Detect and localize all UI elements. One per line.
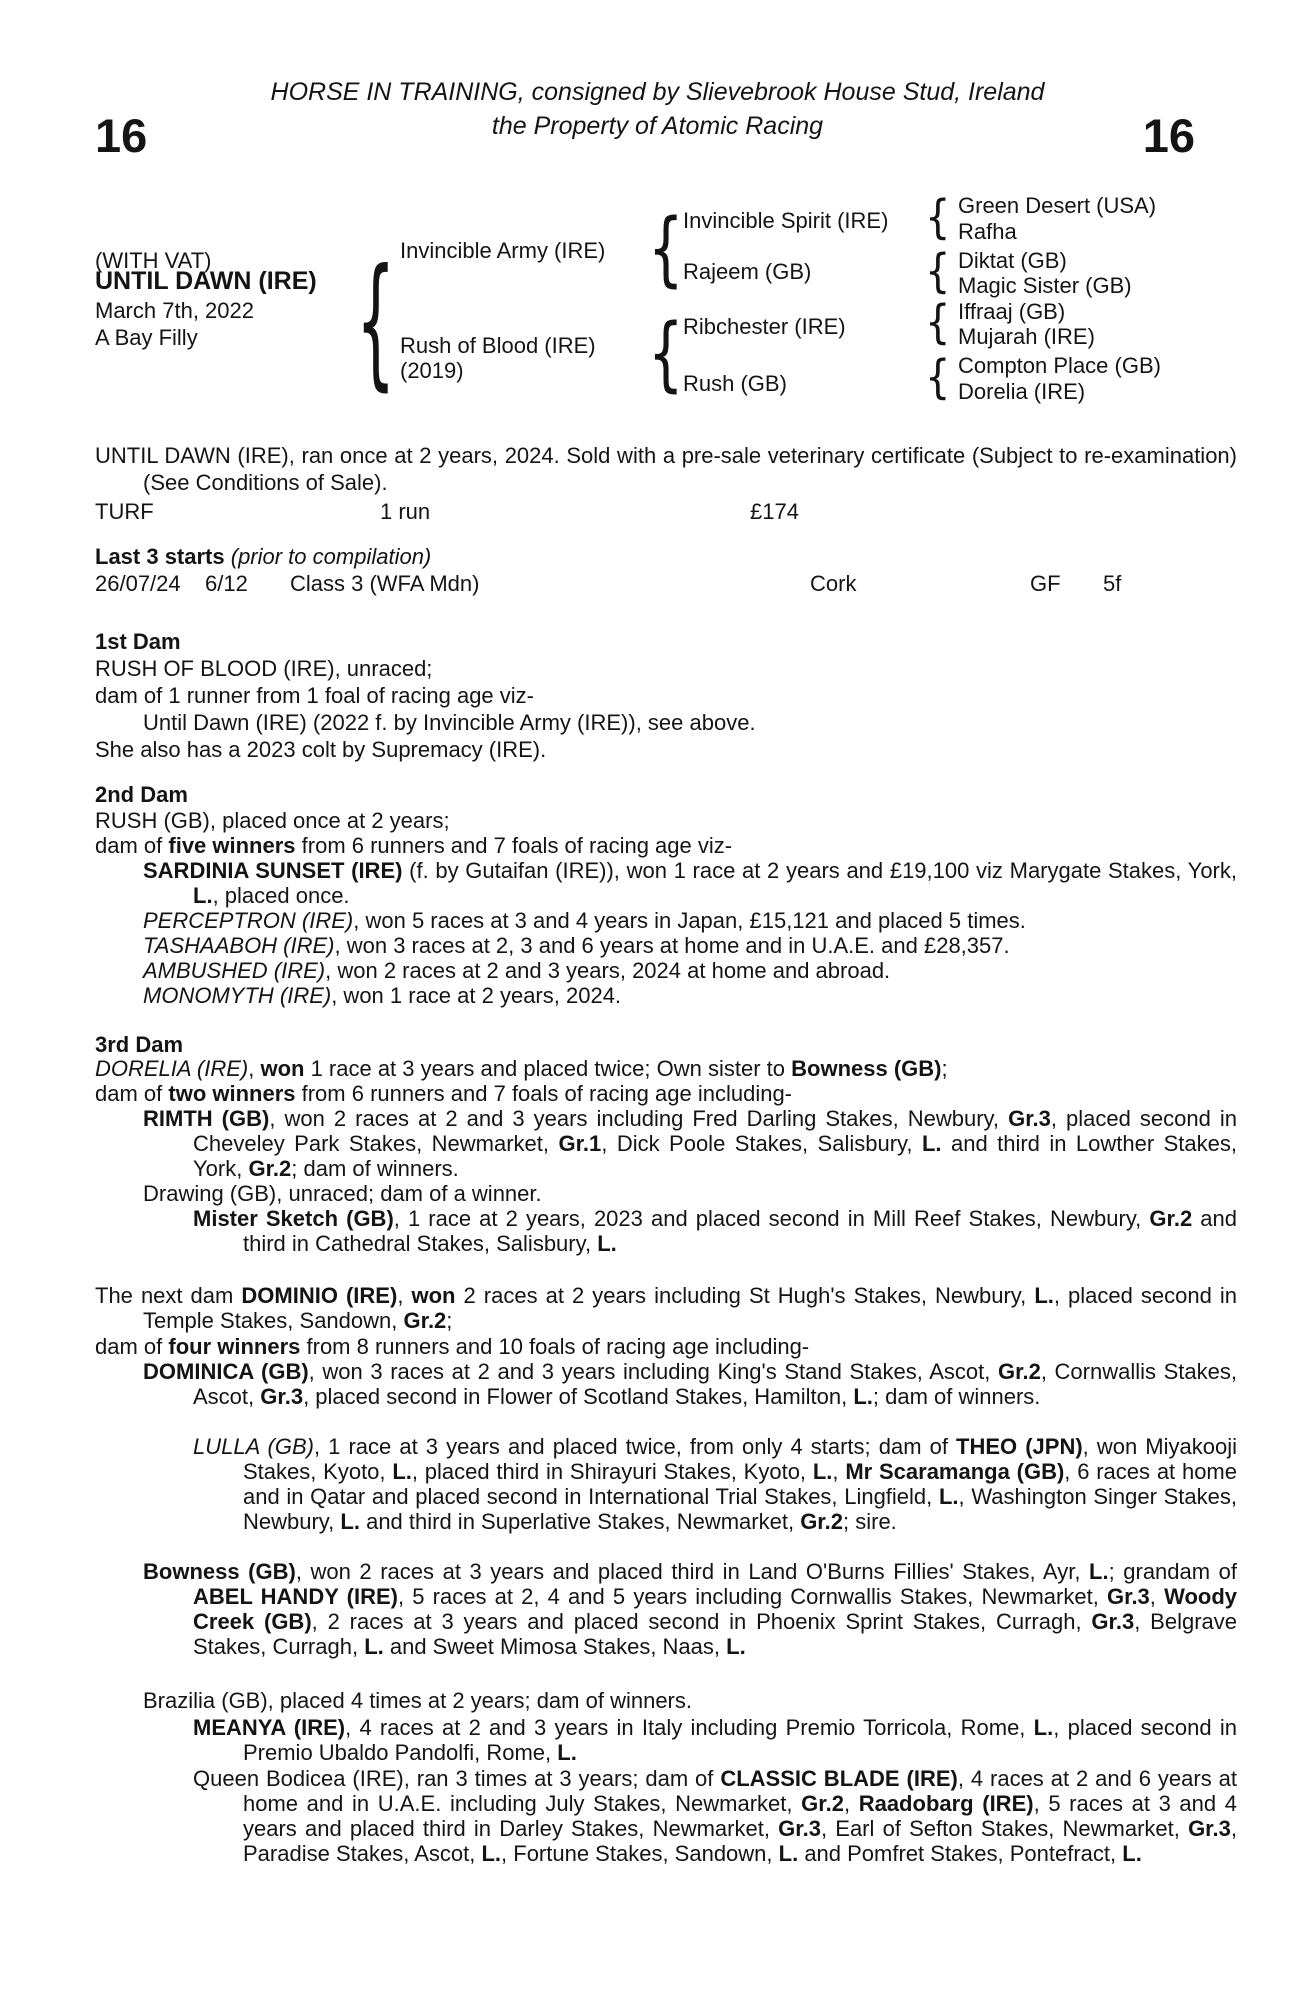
text-segment: ; dam of winners. (291, 1156, 459, 1181)
next-dam-produce-count (95, 1334, 1237, 1359)
text-segment: and Pomfret Stakes, Pontefract, (798, 1841, 1123, 1866)
text-segment: L. (1089, 1559, 1109, 1584)
text-segment: dam of (95, 1081, 169, 1106)
text-segment: THEO (JPN) (956, 1434, 1083, 1459)
text-segment: LULLA (GB) (193, 1434, 314, 1459)
last-starts-title-note: (prior to compilation) (224, 544, 432, 569)
text-segment: Gr.2 (801, 1791, 844, 1816)
text-segment: DOMINICA (GB) (143, 1359, 309, 1384)
lot-number-right: 16 (1142, 109, 1195, 162)
pedigree-brace-dam (648, 314, 684, 395)
text-segment: , (397, 1283, 412, 1308)
produce-rimth (143, 1106, 1238, 1181)
text-segment: , placed once. (212, 883, 350, 908)
text-segment: ABEL HANDY (IRE) (193, 1584, 398, 1609)
text-segment: 2 races at 2 years including St Hugh's Stakes, Newbury, (455, 1283, 1035, 1308)
text-segment: RUSH OF BLOOD (IRE), unraced; (95, 656, 433, 681)
text-segment: five winners (168, 833, 296, 858)
produce-perceptron (143, 908, 1237, 933)
produce-meanya (193, 1715, 1237, 1765)
text-segment: won (411, 1283, 456, 1308)
text-segment: ; (941, 1056, 948, 1081)
text-segment: and third in Lowther Stakes, York, (193, 1131, 1238, 1181)
text-segment: , Cornwallis Stakes, Ascot, (193, 1359, 1237, 1409)
text-segment: MEANYA (IRE) (193, 1715, 346, 1740)
sire-name: Invincible Army (IRE) (400, 238, 606, 263)
text-segment: and third in Cathedral Stakes, Salisbury, (243, 1206, 1237, 1256)
text-segment: Gr.3 (778, 1816, 821, 1841)
colour-sex: A Bay Filly (95, 325, 198, 350)
text-segment: , placed second in Premio Ubaldo Pandolfi, Rome, (243, 1715, 1237, 1765)
text-segment: , won 2 races at 2 and 3 years including Fred Darling Stakes, Newbury, (269, 1106, 1009, 1131)
text-segment: Gr.3 (1106, 1584, 1150, 1609)
text-segment: , Belgrave Stakes, Curragh, (193, 1609, 1237, 1659)
text-segment: L. (392, 1459, 412, 1484)
text-segment: Brazilia (GB), placed 4 times at 2 years; dam of winners. (143, 1688, 692, 1713)
text-segment: L. (1122, 1841, 1142, 1866)
third-dam-intro (95, 1056, 1237, 1081)
text-segment: ; (446, 1308, 453, 1333)
text-segment: , placed second in Cheveley Park Stakes, Newmarket, (193, 1106, 1237, 1156)
heading-1st-dam (95, 628, 1237, 655)
text-segment: , Washington Singer Stakes, Newbury, (243, 1484, 1237, 1534)
text-segment: , won Miyakooji Stakes, Kyoto, (243, 1434, 1237, 1484)
gen3-name: Diktat (GB) (958, 248, 1067, 273)
pedigree-brace-gen1 (356, 251, 395, 394)
text-segment: MONOMYTH (IRE) (143, 983, 332, 1008)
text-segment: dam of 1 runner from 1 foal of racing age viz- (95, 683, 534, 708)
text-segment: L. (1033, 1715, 1054, 1740)
heading-3rd-dam (95, 1031, 1237, 1058)
text-segment: and Sweet Mimosa Stakes, Naas, (383, 1634, 727, 1659)
text-segment: Gr.2 (248, 1156, 292, 1181)
text-segment: Mr Scaramanga (GB) (845, 1459, 1065, 1484)
text-segment: Gr.1 (558, 1131, 602, 1156)
pedigree-brace-gen3-1 (925, 195, 950, 241)
text-segment: ; sire. (843, 1509, 897, 1534)
text-segment: L. (726, 1634, 746, 1659)
text-segment: , 5 races at 2, 4 and 5 years including Cornwallis Stakes, Newmarket, (397, 1584, 1107, 1609)
text-segment: Mister Sketch (GB) (193, 1206, 394, 1231)
property-header: the Property of Atomic Racing (491, 112, 824, 140)
text-segment: , 1 race at 3 years and placed twice, from only 4 starts; dam of (313, 1434, 957, 1459)
sire-dam: Rajeem (GB) (683, 259, 812, 284)
text-segment: L. (853, 1384, 873, 1409)
text-segment: ; grandam of (1108, 1559, 1237, 1584)
heading-2nd-dam (95, 781, 1237, 808)
text-segment: , (832, 1459, 846, 1484)
start-finish: 6/12 (205, 571, 248, 596)
text-segment: L. (597, 1231, 617, 1256)
text-segment: , 5 races at 3 and 4 years and placed third in Darley Stakes, Newmarket, (243, 1791, 1238, 1841)
sale-note (95, 442, 1237, 496)
produce-mister-sketch (193, 1206, 1237, 1256)
second-dam-produce-count (95, 833, 1237, 858)
gen3-name: Compton Place (GB) (958, 353, 1161, 378)
third-dam-produce-count (95, 1081, 1237, 1106)
produce-ambushed (143, 958, 1237, 983)
gen3-name: Green Desert (USA) (958, 193, 1157, 218)
text-segment: 1 race at 3 years and placed twice; Own sister to (304, 1056, 792, 1081)
start-going: GF (1030, 571, 1061, 596)
text-segment: from 6 runners and 7 foals of racing age viz- (295, 833, 733, 858)
text-segment: RUSH (GB), placed once at 2 years; (95, 808, 450, 833)
text-segment: SARDINIA SUNSET (IRE) (143, 858, 403, 883)
text-segment: L. (557, 1740, 577, 1765)
text-segment: , (1149, 1584, 1165, 1609)
text-segment: DOMINIO (IRE) (241, 1283, 398, 1308)
text-segment: Woody Creek (GB) (193, 1584, 1237, 1634)
pedigree-brace-gen3-3 (925, 300, 950, 346)
text-segment: , Earl of Sefton Stakes, Newmarket, (820, 1816, 1189, 1841)
text-segment: , placed second in Flower of Scotland Stakes, Hamilton, (303, 1384, 854, 1409)
text-segment: L. (364, 1634, 384, 1659)
text-segment: , placed second in Temple Stakes, Sandown, (143, 1283, 1237, 1333)
text-segment: Queen Bodicea (IRE), ran 3 times at 3 years; dam of (193, 1766, 721, 1791)
sire-sire: Invincible Spirit (IRE) (683, 208, 889, 233)
text-segment: dam of (95, 833, 169, 858)
text-segment: , (248, 1056, 261, 1081)
text-segment: from 8 runners and 10 foals of racing age including- (300, 1334, 810, 1359)
surface-label: TURF (95, 499, 154, 524)
start-course: Cork (810, 571, 857, 596)
text-segment: Gr.2 (1149, 1206, 1193, 1231)
text-segment: The next dam (95, 1283, 242, 1308)
text-segment: TASHAABOH (IRE) (143, 933, 335, 958)
pedigree-brace-sire (648, 209, 684, 290)
earnings-amount: £174 (750, 499, 799, 524)
produce-queen-bodicea (193, 1766, 1238, 1866)
dam-year: (2019) (400, 358, 464, 383)
first-dam-extra (95, 736, 1237, 763)
text-segment: ; dam of winners. (872, 1384, 1041, 1409)
text-segment: 3rd Dam (95, 1032, 184, 1057)
text-segment: L. (193, 883, 213, 908)
text-segment: L. (340, 1509, 360, 1534)
text-segment: four winners (168, 1334, 301, 1359)
text-segment: L. (921, 1131, 942, 1156)
pedigree-brace-gen3-2 (925, 249, 950, 295)
text-segment: , won 2 races at 2 and 3 years, 2024 at home and abroad. (325, 958, 891, 983)
last-starts-title (95, 545, 431, 569)
text-segment: , 4 races at 2 and 6 years at home and in U.A.E. including July Stakes, Newmarket, (243, 1766, 1237, 1816)
runs-count: 1 run (380, 499, 431, 524)
text-segment: Gr.3 (1091, 1609, 1135, 1634)
text-segment: , Paradise Stakes, Ascot, (243, 1816, 1237, 1866)
text-segment: two winners (168, 1081, 296, 1106)
text-segment: , won 3 races at 2 and 3 years including King's Stand Stakes, Ascot, (308, 1359, 998, 1384)
text-segment: AMBUSHED (IRE) (143, 958, 326, 983)
first-dam-intro (95, 655, 1237, 682)
text-segment: She also has a 2023 colt by Supremacy (IRE). (95, 737, 547, 762)
text-segment: , (843, 1791, 859, 1816)
text-segment: Gr.3 (1188, 1816, 1231, 1841)
first-dam-produce-count (95, 682, 1237, 709)
text-segment: Gr.2 (403, 1308, 447, 1333)
consignor-header: HORSE IN TRAINING, consigned by Slievebrook House Stud, Ireland (270, 78, 1045, 106)
start-date: 26/07/24 (95, 571, 181, 596)
text-segment: PERCEPTRON (IRE) (143, 908, 354, 933)
produce-tashaaboh (143, 933, 1237, 958)
text-segment: (f. by Gutaifan (IRE)), won 1 race at 2 years and £19,100 viz Marygate Stakes, York, (402, 858, 1237, 883)
text-segment: L. (1034, 1283, 1054, 1308)
text-segment: L. (481, 1841, 502, 1866)
text-segment: Gr.2 (998, 1359, 1041, 1384)
text-segment: 2nd Dam (95, 782, 188, 807)
text-segment: , 6 races at home and in Qatar and placed second in International Trial Stakes, Lingfield, (243, 1459, 1237, 1509)
next-dam-intro (95, 1283, 1237, 1333)
text-segment: CLASSIC BLADE (IRE) (720, 1766, 958, 1791)
text-segment: Gr.3 (1008, 1106, 1051, 1131)
foaling-date: March 7th, 2022 (95, 298, 254, 323)
produce-dominica (143, 1359, 1237, 1409)
text-segment: DORELIA (IRE) (95, 1056, 249, 1081)
text-segment: from 6 runners and 7 foals of racing age including- (295, 1081, 793, 1106)
text-segment: Bowness (GB) (791, 1056, 942, 1081)
dam-sire: Ribchester (IRE) (683, 314, 846, 339)
produce-until-dawn (143, 709, 1237, 736)
produce-drawing (143, 1181, 1237, 1206)
text-segment: won (260, 1056, 305, 1081)
text-segment: 1st Dam (95, 629, 181, 654)
text-segment: RIMTH (GB) (143, 1106, 270, 1131)
text-segment: , 1 race at 2 years, 2023 and placed second in Mill Reef Stakes, Newbury, (393, 1206, 1150, 1231)
second-dam-intro (95, 808, 1237, 833)
text-segment: , won 2 races at 3 years and placed third in Land O'Burns Fillies' Stakes, Ayr, (295, 1559, 1090, 1584)
vat-note: (WITH VAT) (95, 248, 212, 273)
horse-name: UNTIL DAWN (IRE) (95, 267, 317, 295)
gen3-name: Rafha (958, 219, 1017, 244)
produce-bowness (143, 1559, 1237, 1659)
gen3-name: Mujarah (IRE) (958, 324, 1095, 349)
text-segment: , 4 races at 2 and 3 years in Italy including Premio Torricola, Rome, (345, 1715, 1034, 1740)
text-segment: Gr.3 (260, 1384, 304, 1409)
produce-sardinia-sunset (143, 858, 1237, 908)
text-segment: UNTIL DAWN (IRE), ran once at 2 years, 2024. Sold with a pre-sale veterinary certificate (Subject to re-examination) (See Conditions of Sale). (95, 443, 1237, 495)
text-segment: Bowness (GB) (143, 1559, 296, 1584)
produce-brazilia (143, 1688, 1237, 1713)
start-race: Class 3 (WFA Mdn) (290, 571, 480, 596)
text-segment: Until Dawn (IRE) (2022 f. by Invincible Army (IRE)), see above. (143, 710, 756, 735)
gen3-name: Iffraaj (GB) (958, 299, 1066, 324)
text-segment: L. (938, 1484, 959, 1509)
gen3-name: Magic Sister (GB) (958, 273, 1132, 298)
text-segment: L. (812, 1459, 833, 1484)
text-segment: , 2 races at 3 years and placed second in Phoenix Sprint Stakes, Curragh, (311, 1609, 1092, 1634)
start-distance: 5f (1103, 571, 1122, 596)
last-starts-title-bold: Last 3 starts (95, 544, 225, 569)
text-segment: , won 1 race at 2 years, 2024. (331, 983, 622, 1008)
text-segment: Gr.2 (800, 1509, 843, 1534)
text-segment: L. (778, 1841, 799, 1866)
dam-dam: Rush (GB) (683, 371, 787, 396)
dam-name: Rush of Blood (IRE) (400, 333, 596, 358)
pedigree-brace-gen3-4 (925, 355, 950, 401)
text-segment: , Dick Poole Stakes, Salisbury, (601, 1131, 922, 1156)
produce-lulla (193, 1434, 1237, 1534)
text-segment: dam of (95, 1334, 169, 1359)
text-segment: , won 3 races at 2, 3 and 6 years at home and in U.A.E. and £28,357. (334, 933, 1010, 958)
lot-number-left: 16 (95, 109, 148, 162)
text-segment: Raadobarg (IRE) (858, 1791, 1034, 1816)
text-segment: and third in Superlative Stakes, Newmarket, (359, 1509, 801, 1534)
text-segment: Drawing (GB), unraced; dam of a winner. (143, 1181, 542, 1206)
produce-monomyth (143, 983, 1237, 1008)
text-segment: , Fortune Stakes, Sandown, (501, 1841, 779, 1866)
gen3-name: Dorelia (IRE) (958, 379, 1086, 404)
text-segment: , placed third in Shirayuri Stakes, Kyoto, (411, 1459, 813, 1484)
text-segment: , won 5 races at 3 and 4 years in Japan, £15,121 and placed 5 times. (353, 908, 1026, 933)
